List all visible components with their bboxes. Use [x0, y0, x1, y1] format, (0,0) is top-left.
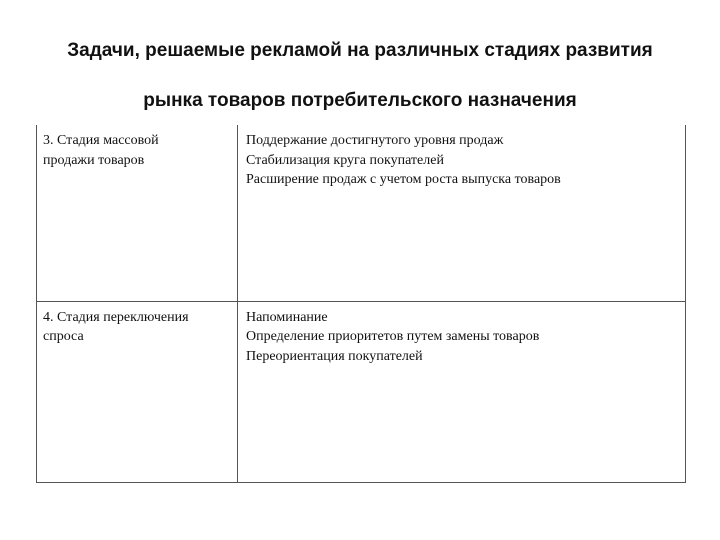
- stage-label-line: 3. Стадия массовой: [43, 133, 159, 148]
- tasks-cell: [238, 301, 686, 482]
- task-item: Определение приоритетов путем замены товаров: [246, 329, 540, 344]
- page-title-line-1: Задачи, решаемые рекламой на различных стадиях развития: [67, 40, 653, 61]
- table-row: [37, 301, 686, 482]
- task-item: Поддержание достигнутого уровня продаж: [246, 133, 504, 148]
- page-title-line-2: рынка товаров потребительского назначения: [143, 90, 577, 111]
- task-item: Стабилизация круга покупателей: [246, 152, 444, 168]
- task-item: Расширение продаж с учетом роста выпуска товаров: [246, 172, 561, 187]
- stage-label-line: 4. Стадия переключения: [43, 309, 189, 325]
- stage-label-line: продажи товаров: [43, 152, 145, 168]
- tasks-cell: [238, 125, 686, 301]
- stages-table: [36, 125, 686, 483]
- task-item: Напоминание: [246, 309, 328, 325]
- stage-cell: [37, 125, 238, 301]
- table-row: [37, 125, 686, 301]
- task-item: Переориентация покупателей: [246, 348, 423, 364]
- stage-cell: [37, 301, 238, 482]
- stage-label-line: спроса: [43, 329, 84, 344]
